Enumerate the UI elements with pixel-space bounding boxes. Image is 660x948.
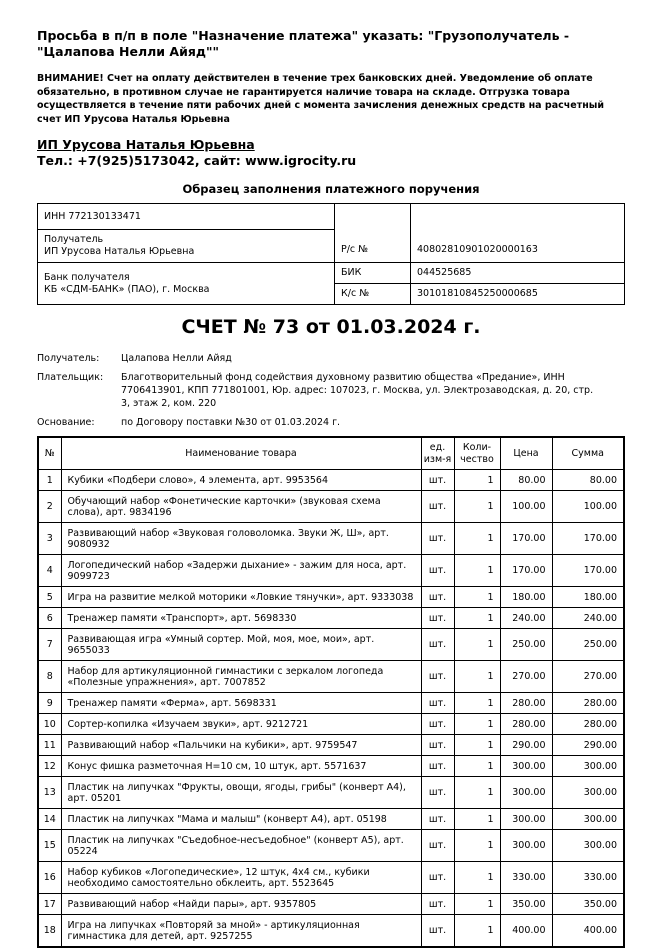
item-sum: 400.00 <box>552 915 624 948</box>
item-price: 400.00 <box>500 915 552 948</box>
item-number: 13 <box>38 777 61 809</box>
item-unit: шт. <box>421 587 454 608</box>
item-unit: шт. <box>421 777 454 809</box>
item-qty: 1 <box>454 693 500 714</box>
item-price: 180.00 <box>500 587 552 608</box>
item-qty: 1 <box>454 714 500 735</box>
item-unit: шт. <box>421 629 454 661</box>
item-name: Тренажер памяти «Ферма», арт. 5698331 <box>61 693 421 714</box>
item-sum: 300.00 <box>552 777 624 809</box>
payer-field-label: Плательщик: <box>37 372 104 383</box>
item-number: 1 <box>38 470 61 491</box>
table-row <box>38 608 624 629</box>
bank-row-inn <box>38 204 625 230</box>
item-price: 240.00 <box>500 608 552 629</box>
item-number: 15 <box>38 830 61 862</box>
recipient-name: ИП Урусова Наталья Юрьевна <box>44 246 195 257</box>
item-qty: 1 <box>454 809 500 830</box>
col-header-unit: ед. изм-я <box>421 437 454 470</box>
bank-name-cell <box>38 263 335 305</box>
item-qty: 1 <box>454 523 500 555</box>
item-qty: 1 <box>454 491 500 523</box>
recipient-field-label: Получатель: <box>37 353 100 364</box>
item-qty: 1 <box>454 915 500 948</box>
item-sum: 180.00 <box>552 587 624 608</box>
item-number: 2 <box>38 491 61 523</box>
item-name: Развивающий набор «Найди пары», арт. 9357805 <box>61 894 421 915</box>
item-unit: шт. <box>421 608 454 629</box>
account-label-cell: Р/с № <box>335 204 411 263</box>
seller-name: ИП Урусова Наталья Юрьевна <box>37 137 255 152</box>
item-sum: 300.00 <box>552 756 624 777</box>
col-header-price: Цена <box>500 437 552 470</box>
item-number: 4 <box>38 555 61 587</box>
item-name: Пластик на липучках "Фрукты, овощи, ягоды, грибы" (конверт А4), арт. 05201 <box>61 777 421 809</box>
item-unit: шт. <box>421 894 454 915</box>
item-number: 12 <box>38 756 61 777</box>
item-qty: 1 <box>454 470 500 491</box>
bik-value-cell: 044525685 <box>411 263 625 284</box>
item-sum: 170.00 <box>552 523 624 555</box>
table-row <box>38 470 624 491</box>
bank-details-table <box>37 203 625 305</box>
header-row <box>38 437 624 470</box>
table-row <box>38 915 624 948</box>
basis-field-value: по Договору поставки №30 от 01.03.2024 г. <box>121 417 341 428</box>
item-number: 17 <box>38 894 61 915</box>
item-qty: 1 <box>454 608 500 629</box>
recipient-field-value: Цалапова Нелли Айяд <box>121 353 232 364</box>
item-name: Логопедический набор «Задержи дыхание» - зажим для носа, арт. 9099723 <box>61 555 421 587</box>
bank-row-bik <box>38 263 625 284</box>
recipient-cell <box>38 230 335 263</box>
item-price: 300.00 <box>500 809 552 830</box>
invoice-title: СЧЕТ № 73 от 01.03.2024 г. <box>181 316 481 338</box>
field-recipient <box>37 352 625 365</box>
item-number: 14 <box>38 809 61 830</box>
warning-text: ВНИМАНИЕ! Счет на оплату действителен в течение трех банковских дней. Уведомление об оплате обязательно, в противном случае не гарантируется наличие товара на складе. Отгрузка товара осуществляется в течение пяти рабочих дней с момента зачисления денежных средств на расчетный счет ИП Урусова Наталья Юрьевна <box>37 73 605 125</box>
item-sum: 80.00 <box>552 470 624 491</box>
item-sum: 280.00 <box>552 714 624 735</box>
item-sum: 350.00 <box>552 894 624 915</box>
recipient-label: Получатель <box>44 234 104 245</box>
item-number: 11 <box>38 735 61 756</box>
item-unit: шт. <box>421 915 454 948</box>
item-sum: 280.00 <box>552 693 624 714</box>
item-sum: 300.00 <box>552 809 624 830</box>
item-price: 300.00 <box>500 777 552 809</box>
item-qty: 1 <box>454 587 500 608</box>
basis-field-label: Основание: <box>37 417 95 428</box>
item-price: 270.00 <box>500 661 552 693</box>
item-name: Набор для артикуляционной гимнастики с зеркалом логопеда «Полезные упражнения», арт. 7007852 <box>61 661 421 693</box>
item-number: 6 <box>38 608 61 629</box>
table-row <box>38 629 624 661</box>
item-price: 350.00 <box>500 894 552 915</box>
item-unit: шт. <box>421 470 454 491</box>
item-unit: шт. <box>421 809 454 830</box>
item-sum: 270.00 <box>552 661 624 693</box>
field-payer <box>37 371 625 410</box>
item-unit: шт. <box>421 555 454 587</box>
item-sum: 300.00 <box>552 830 624 862</box>
payment-order-sample-title: Образец заполнения платежного поручения <box>182 182 480 196</box>
col-header-name: Наименование товара <box>61 437 421 470</box>
item-qty: 1 <box>454 756 500 777</box>
payment-purpose-note: Просьба в п/п в поле "Назначение платежа" указать: "Грузополучатель - "Цалапова Нелли Айяд"" <box>37 28 570 59</box>
table-row <box>38 693 624 714</box>
table-row <box>38 587 624 608</box>
table-row <box>38 862 624 894</box>
col-header-num: № <box>38 437 61 470</box>
item-sum: 240.00 <box>552 608 624 629</box>
item-sum: 330.00 <box>552 862 624 894</box>
item-number: 18 <box>38 915 61 948</box>
item-price: 280.00 <box>500 714 552 735</box>
table-row <box>38 809 624 830</box>
table-row <box>38 714 624 735</box>
item-qty: 1 <box>454 862 500 894</box>
table-row <box>38 555 624 587</box>
item-price: 280.00 <box>500 693 552 714</box>
item-price: 330.00 <box>500 862 552 894</box>
item-price: 300.00 <box>500 830 552 862</box>
item-price: 100.00 <box>500 491 552 523</box>
table-row <box>38 777 624 809</box>
item-unit: шт. <box>421 756 454 777</box>
bank-label: Банк получателя <box>44 271 130 283</box>
item-sum: 170.00 <box>552 555 624 587</box>
items-table <box>37 436 625 948</box>
item-sum: 100.00 <box>552 491 624 523</box>
item-qty: 1 <box>454 735 500 756</box>
table-row <box>38 523 624 555</box>
inn-cell: ИНН 772130133471 <box>38 204 335 230</box>
payer-field-value: Благотворительный фонд содействия духовному развитию общества «Предание», ИНН 7706413901, КПП 771801001, Юр. адрес: 107023, г. Москва, ул. Электрозаводская, д. 20, стр. 3, этаж 2, ком. 220 <box>121 372 594 409</box>
bank-name: КБ «СДМ-БАНК» (ПАО), г. Москва <box>44 283 210 295</box>
item-name: Игра на липучках «Повторяй за мной» - артикуляционная гимнастика для детей, арт. 9257255 <box>61 915 421 948</box>
table-row <box>38 661 624 693</box>
item-price: 170.00 <box>500 523 552 555</box>
account-number-cell: 40802810901020000163 <box>411 204 625 263</box>
item-price: 170.00 <box>500 555 552 587</box>
item-unit: шт. <box>421 862 454 894</box>
item-qty: 1 <box>454 661 500 693</box>
item-number: 8 <box>38 661 61 693</box>
item-unit: шт. <box>421 661 454 693</box>
item-price: 80.00 <box>500 470 552 491</box>
item-unit: шт. <box>421 714 454 735</box>
item-qty: 1 <box>454 830 500 862</box>
table-row <box>38 491 624 523</box>
item-number: 3 <box>38 523 61 555</box>
item-sum: 250.00 <box>552 629 624 661</box>
corr-number-cell: 30101810845250000685 <box>411 284 625 305</box>
item-name: Развивающий набор «Звуковая головоломка. Звуки Ж, Ш», арт. 9080932 <box>61 523 421 555</box>
item-name: Набор кубиков «Логопедические», 12 штук, 4х4 см., кубики необходимо самостоятельно обклеить, арт. 5523645 <box>61 862 421 894</box>
items-table-header <box>38 437 624 470</box>
field-basis <box>37 416 625 429</box>
item-qty: 1 <box>454 629 500 661</box>
table-row <box>38 756 624 777</box>
item-name: Конус фишка разметочная Н=10 см, 10 штук, арт. 5571637 <box>61 756 421 777</box>
item-price: 290.00 <box>500 735 552 756</box>
table-row <box>38 830 624 862</box>
item-unit: шт. <box>421 693 454 714</box>
item-name: Развивающий набор «Пальчики на кубики», арт. 9759547 <box>61 735 421 756</box>
col-header-qty: Коли-чество <box>454 437 500 470</box>
item-unit: шт. <box>421 491 454 523</box>
item-qty: 1 <box>454 555 500 587</box>
item-name: Тренажер памяти «Транспорт», арт. 5698330 <box>61 608 421 629</box>
item-name: Игра на развитие мелкой моторики «Ловкие тянучки», арт. 9333038 <box>61 587 421 608</box>
item-number: 10 <box>38 714 61 735</box>
item-name: Кубики «Подбери слово», 4 элемента, арт. 9953564 <box>61 470 421 491</box>
item-qty: 1 <box>454 777 500 809</box>
item-sum: 290.00 <box>552 735 624 756</box>
item-name: Пластик на липучках "Мама и малыш" (конверт А4), арт. 05198 <box>61 809 421 830</box>
item-name: Сортер-копилка «Изучаем звуки», арт. 9212721 <box>61 714 421 735</box>
item-number: 9 <box>38 693 61 714</box>
items-table-body <box>38 470 624 948</box>
table-row <box>38 894 624 915</box>
item-unit: шт. <box>421 523 454 555</box>
table-row <box>38 735 624 756</box>
item-name: Пластик на липучках "Съедобное-несъедобное" (конверт А5), арт. 05224 <box>61 830 421 862</box>
bik-label-cell: БИК <box>335 263 411 284</box>
item-price: 300.00 <box>500 756 552 777</box>
seller-contacts: Тел.: +7(925)5173042, сайт: www.igrocity.ru <box>37 153 357 168</box>
item-number: 5 <box>38 587 61 608</box>
item-unit: шт. <box>421 830 454 862</box>
item-number: 7 <box>38 629 61 661</box>
corr-label-cell: К/с № <box>335 284 411 305</box>
item-unit: шт. <box>421 735 454 756</box>
item-number: 16 <box>38 862 61 894</box>
col-header-sum: Сумма <box>552 437 624 470</box>
invoice-fields <box>37 352 625 429</box>
item-name: Обучающий набор «Фонетические карточки» (звуковая схема слова), арт. 9834196 <box>61 491 421 523</box>
item-name: Развивающая игра «Умный сортер. Мой, моя, мое, мои», арт. 9655033 <box>61 629 421 661</box>
item-price: 250.00 <box>500 629 552 661</box>
item-qty: 1 <box>454 894 500 915</box>
